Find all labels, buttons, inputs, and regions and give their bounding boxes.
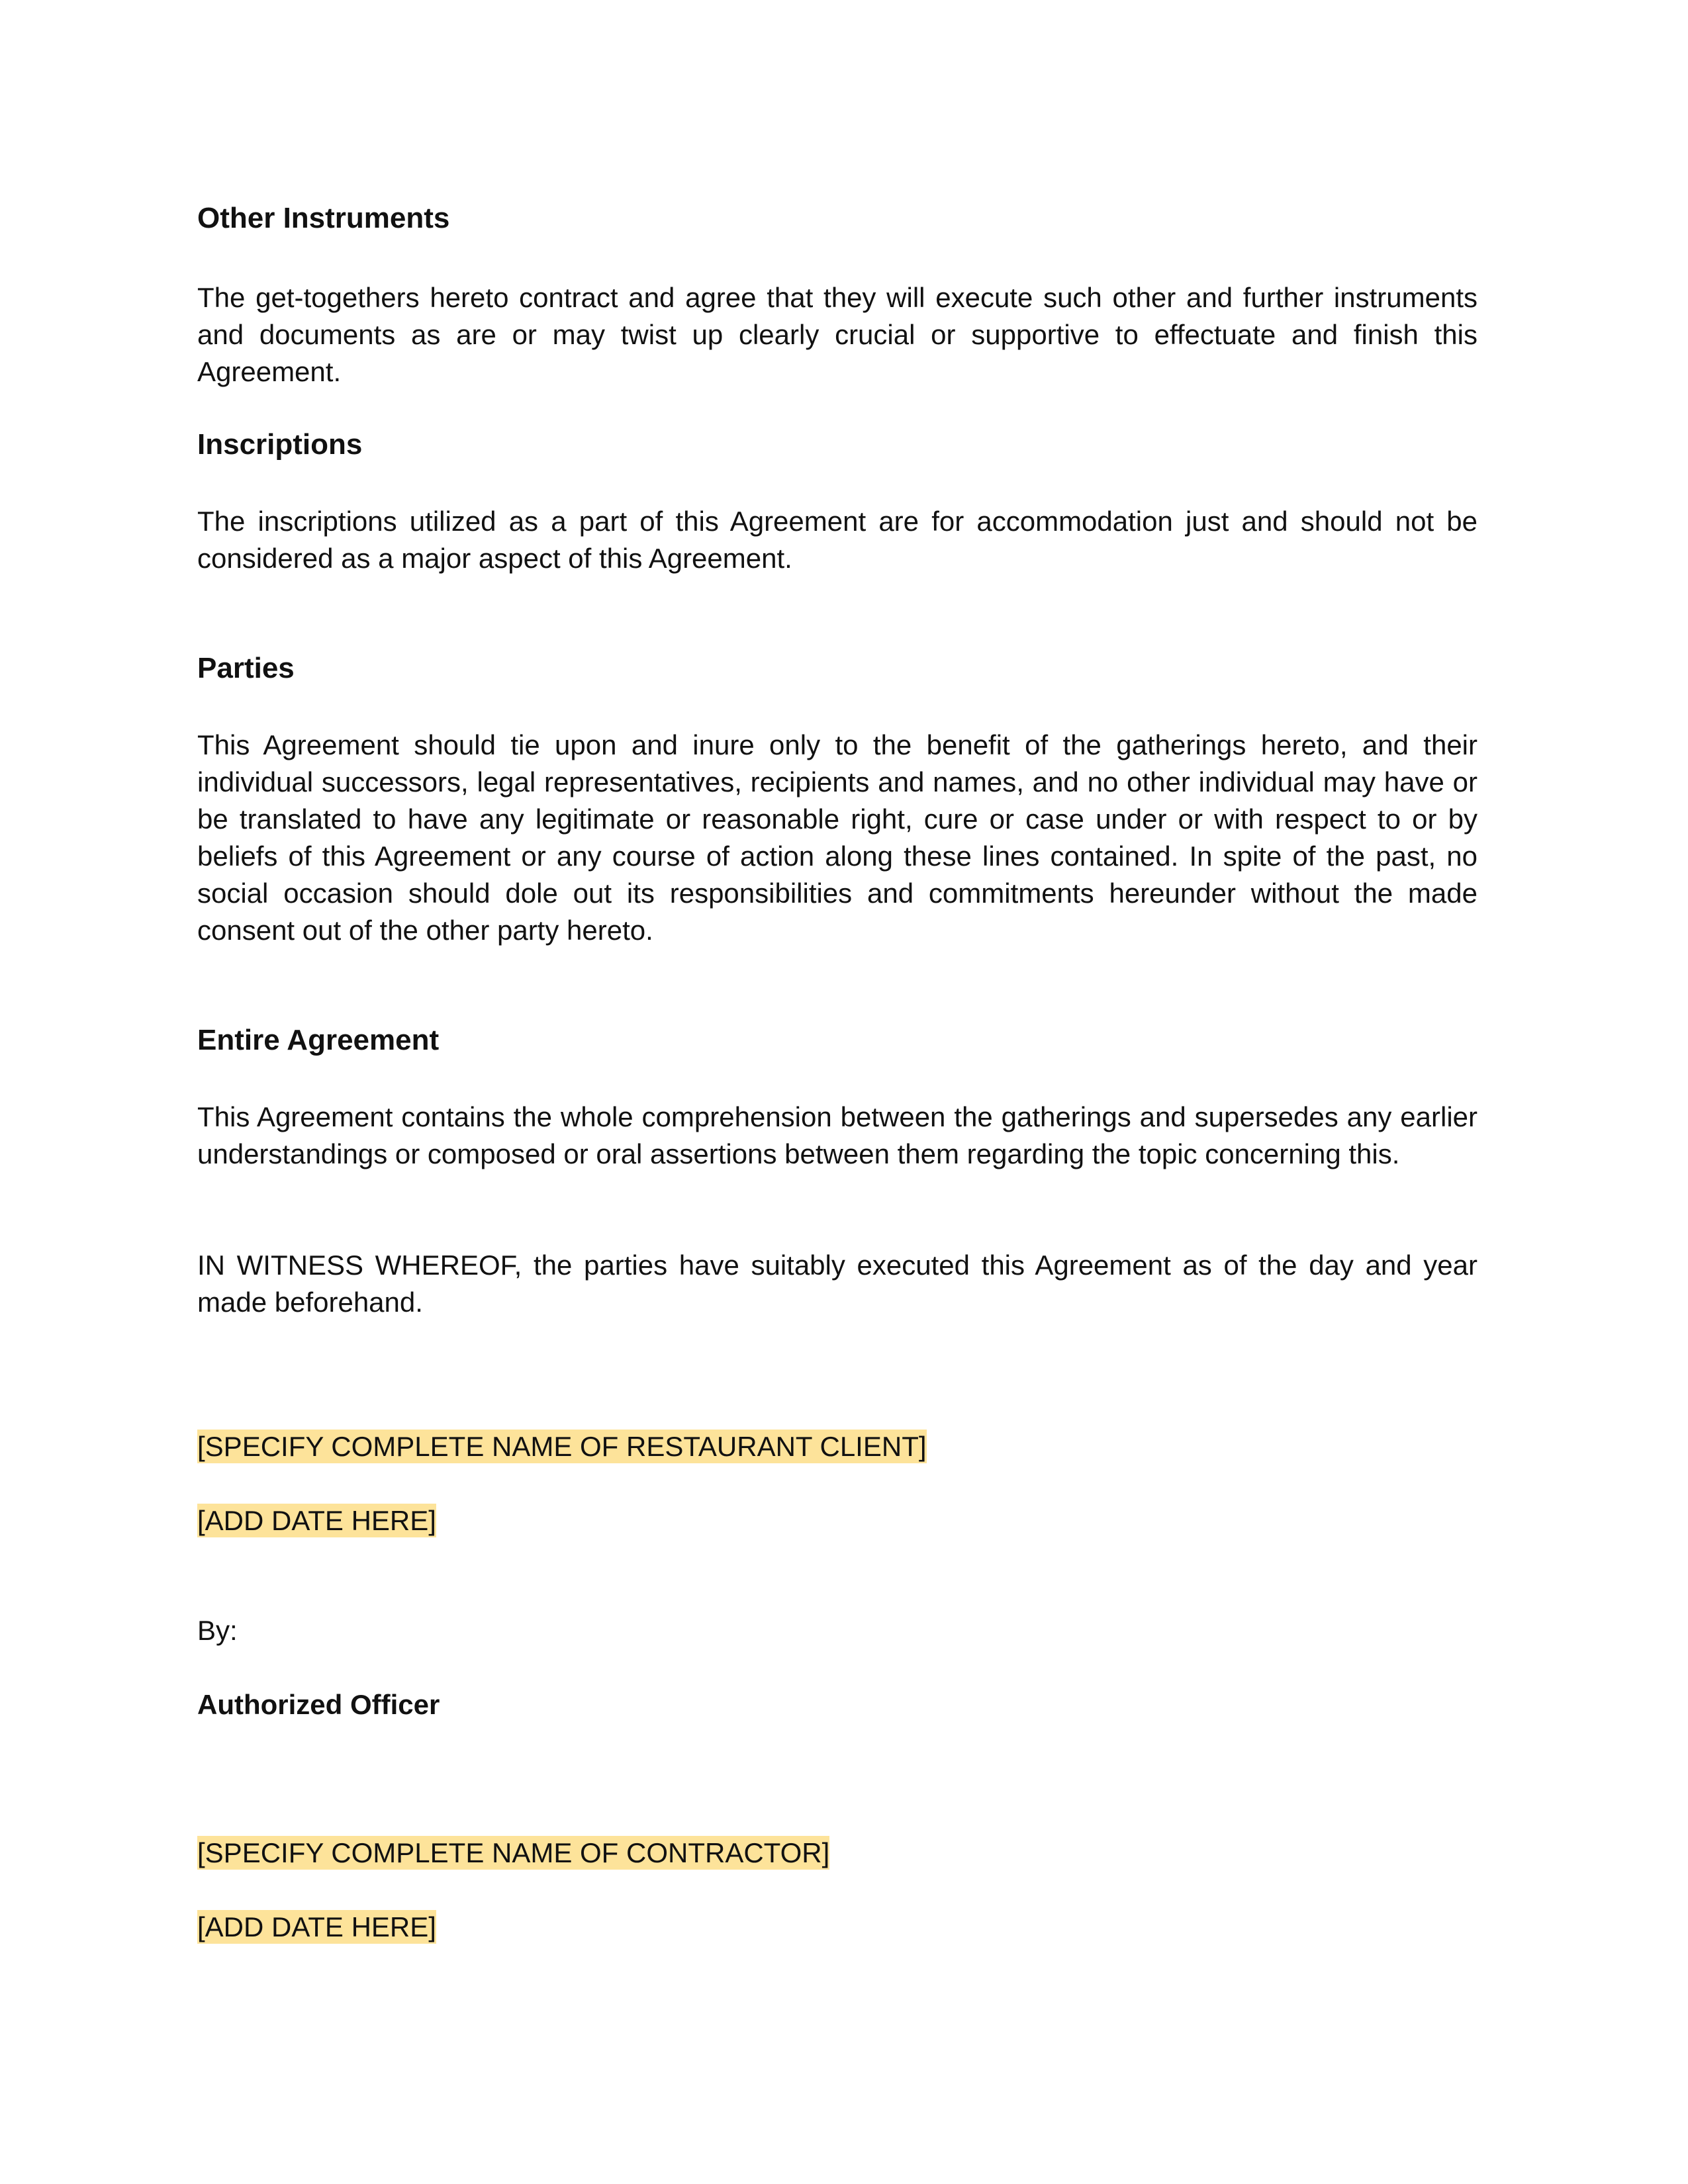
heading-parties: Parties xyxy=(197,652,295,684)
witness-clause: IN WITNESS WHEREOF, the parties have suitably executed this Agreement as of the day and year made beforehand. xyxy=(197,1250,1477,1318)
contractor-date-highlight: [ADD DATE HERE] xyxy=(197,1911,436,1942)
paragraph-parties: This Agreement should tie upon and inure only to the benefit of the gatherings hereto, and their individual successors, legal representatives, recipients and names, and no other individual may have or be translated to have any legitimate or reasonable right, cure or case under or with respect to or by beliefs of this Agreement or any course of action along these lines contained. In spite of the past, no social occasion should dole out its responsibilities and commitments hereunder without the made consent out of the other party hereto. xyxy=(197,729,1477,946)
client-date-placeholder xyxy=(197,1502,436,1539)
by-label: By: xyxy=(197,1615,238,1646)
paragraph-entire-agreement: This Agreement contains the whole comprehension between the gatherings and supersedes any earlier understandings or composed or oral assertions between them regarding the topic concerning this. xyxy=(197,1101,1477,1169)
contractor-date-placeholder xyxy=(197,1909,436,1946)
client-name-highlight: [SPECIFY COMPLETE NAME OF RESTAURANT CLIENT] xyxy=(197,1431,927,1462)
paragraph-other-instruments: The get-togethers hereto contract and agree that they will execute such other and further instruments and documents as are or may twist up clearly crucial or supportive to effectuate and finish this Agreement. xyxy=(197,282,1477,387)
contractor-name-highlight: [SPECIFY COMPLETE NAME OF CONTRACTOR] xyxy=(197,1837,830,1868)
client-name-placeholder xyxy=(197,1428,927,1465)
heading-other-instruments: Other Instruments xyxy=(197,202,450,234)
paragraph-inscriptions: The inscriptions utilized as a part of this Agreement are for accommodation just and should not be considered as a major aspect of this Agreement. xyxy=(197,506,1477,574)
client-date-highlight: [ADD DATE HERE] xyxy=(197,1505,436,1536)
heading-entire-agreement: Entire Agreement xyxy=(197,1024,440,1056)
contractor-name-placeholder xyxy=(197,1835,829,1872)
heading-inscriptions: Inscriptions xyxy=(197,428,363,461)
authorized-officer-label: Authorized Officer xyxy=(197,1689,440,1720)
